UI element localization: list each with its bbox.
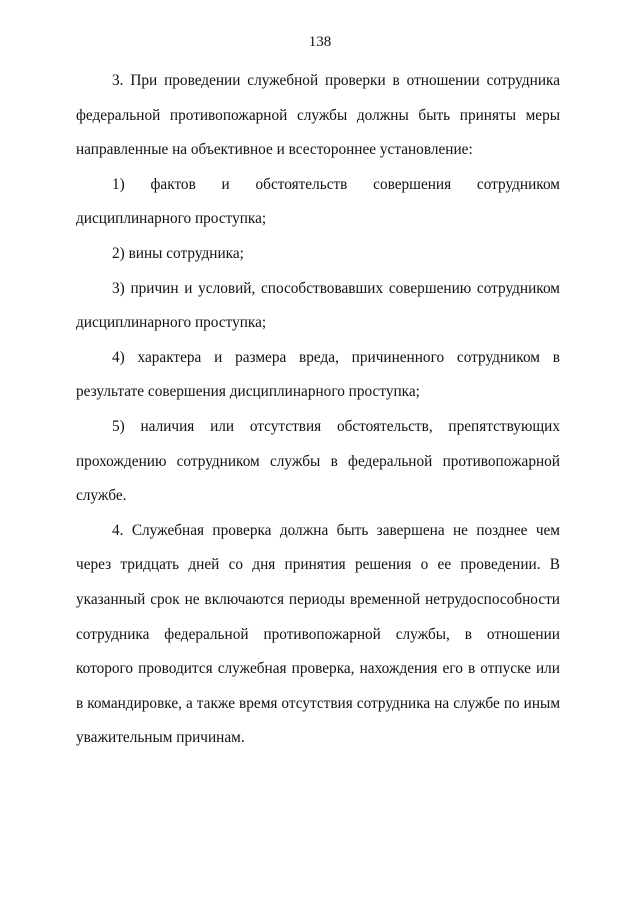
paragraph-item-4: 4) характера и размера вреда, причиненного сотрудником в результате совершения дисциплинарного проступка; <box>76 348 560 401</box>
paragraph-3-intro: 3. При проведении служебной проверки в отношении сотрудника федеральной противопожарной службы должны быть приняты меры направленные на объективное и всестороннее установление: <box>76 72 560 159</box>
paragraph-item-5: 5) наличия или отсутствия обстоятельств, препятствующих прохождению сотрудником службы в федеральной противопожарной службе. <box>76 417 560 505</box>
paragraph-item-2: 2) вины сотрудника; <box>112 244 244 262</box>
page-number: 138 <box>308 34 332 50</box>
paragraph-item-3: 3) причин и условий, способствовавших совершению сотрудником дисциплинарного проступка; <box>76 279 560 332</box>
paragraph-item-1: 1) фактов и обстоятельств совершения сотрудником дисциплинарного проступка; <box>76 175 560 228</box>
document-body <box>76 64 560 756</box>
paragraph-4: 4. Служебная проверка должна быть завершена не позднее чем через тридцать дней со дня принятия решения о ее проведении. В указанный срок не включаются периоды временной нетрудоспособности сотрудника федеральной противопожарной службы, в отношении которого проводится служебная проверка, нахождения его в отпуске или в командировке, а также время отсутствия сотрудника на службе по иным уважительным причинам. <box>76 521 560 747</box>
